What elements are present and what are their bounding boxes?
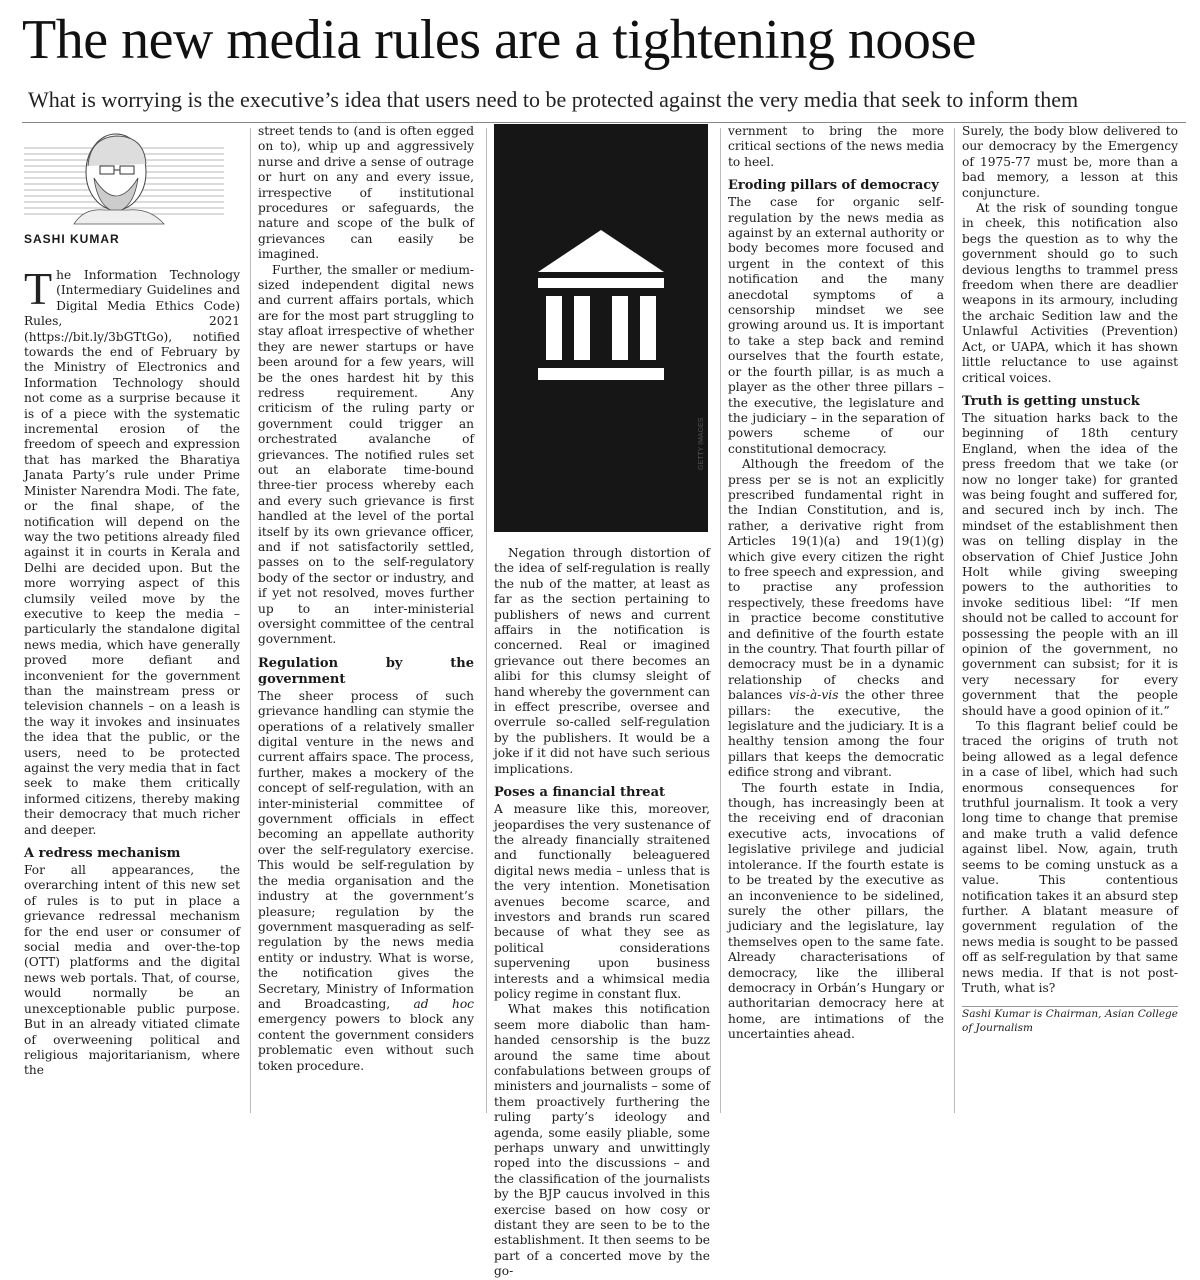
column-rule: [250, 128, 251, 1113]
paragraph: The case for organic self-regulation by the news media as against by an external authority or body becomes more focused and urgent in the context of this notification and the many anecdotal symptoms of a censorship mindset we see growing around us. It is important to take a step back and remind ourselves that the fourth estate, or the fourth pillar, is as much a player as the other three pillars – the executive, the legislature and the judiciary – in the separation of powers scheme of our constitutional democracy.: [728, 195, 944, 456]
paragraph: Further, the smaller or medium-sized independent digital news and current affairs portals, which are for the most part struggling to stay afloat irrespective of whether they are newer startups or have been around for a few years, will be the ones hardest hit by this redress requirement. Any criticism of the ruling party or government could trigger an orchestrated avalanche of grievances. The notified rules set out an elaborate time-bound three-tier process whereby each and every such grievance is first handled at the level of the portal itself by its own grievance officer, and if not satisfactorily settled, passes on to the self-regulatory body of the sector or industry, and if yet not resolved, moves further up to an inter-ministerial oversight committee of the central government.: [258, 262, 474, 647]
author-note: Sashi Kumar is Chairman, Asian College of Journalism: [962, 1008, 1178, 1035]
paragraph: he Information Technology (Intermediary Guidelines and Digital Media Ethics Code) Rules, 2021 (https://bit.ly/3bGTtGo), notified towards the end of February by the Ministry of Electronics and Information Technology should not come as a surprise because it is of a piece with the systematic incremental erosion of the freedom of speech and expression that has marked the Bharatiya Janata Party’s rule under Prime Minister Narendra Modi. The fate, or the final shape, of the notification will depend on the way the two petitions already filed against it in courts in Kerala and Delhi are decided upon. But the more worrying aspect of this clumsily veiled move by the executive to keep the media – particularly the standalone digital news media, which have generally proved more defiant and inconvenient for the government than the mainstream press or television channels – on a leash is the way it invokes and insinuates the idea that the public, or the users, need to be protected against the very media that in fact seek to make them critically informed citizens, thereby making their democracy that much richer and deeper.: [24, 268, 240, 837]
article-column-3: [494, 546, 710, 1279]
article-column-4: [728, 124, 944, 1120]
paragraph: The situation harks back to the beginning of 18th century England, when the idea of the press freedom that we take (or now no longer take) for granted was being fought and suffered for, and secured inch by inch. The mindset of the establishment then was on telling display in the observation of Chief Justice John Holt while giving sweeping powers to the authorities to invoke seditious libel: “If men should not be called to account for possessing the people with an ill opinion of the government, no government can subsist; for it is very necessary for every government that the people should have a good opinion of it.”: [962, 410, 1178, 718]
text-run: The sheer process of such grievance handling can stymie the operations of a relatively smaller digital venture in the news and current affairs space. The process, further, makes a mockery of the concept of self-regulation, with an inter-ministerial committee of government officials in effect becoming an appellate authority over the self-regulatory exercise. This would be self-regulation by the media organisation and the industry at the government’s pleasure; regulation by the government masquerading as self-regulation by the news media entity or industry. What is worse, the notification gives the Secretary, Ministry of Information and Broadcasting,: [258, 688, 474, 1011]
paragraph: Surely, the body blow delivered to our democracy by the Emergency of 1975-77 must be, more than a bad memory, a lesson at this conjuncture.: [962, 124, 1178, 200]
author-byline: SASHI KUMAR: [24, 232, 120, 246]
text-run: the other three pillars: the executive, the legislature and the judiciary. It is a healthy tension among the four pillars that keeps the democratic edifice strong and vibrant.: [728, 688, 945, 780]
paragraph: For all appearances, the overarching intent of this new set of rules is to put in place a grievance redressal mechanism for the end user or consumer of social media and over-the-top (OTT) platforms and the digital news web portals. That, of course, would normally be an unexceptionable public purpose. But in an already vitiated climate of overweening political and religious majoritarianism, where the: [24, 863, 240, 1078]
section-heading: Eroding pillars of democracy: [728, 178, 939, 194]
paragraph: street tends to (and is often egged on to), whip up and aggressively nurse and drive a sense of outrage or hurt on any and every issue, irrespective of institutional procedures or safeguards, the nature and scope of the bulk of grievances can easily be imagined.: [258, 124, 474, 262]
author-portrait: [24, 128, 230, 224]
article-column-5: [962, 124, 1178, 1120]
section-heading: A redress mechanism: [24, 846, 181, 862]
paragraph: A measure like this, moreover, jeopardises the very sustenance of the already financially straitened and functionally beleaguered digital news media – unless that is the very intention. Monetisation avenues become scarce, and investors and brands run scared because of what they see as political considerations supervening upon business interests and a whimsical media policy regime in constant flux.: [494, 802, 710, 1001]
drop-cap: T: [24, 263, 53, 314]
italic-text: vis-à-vis: [788, 688, 839, 703]
section-heading: Truth is getting unstuck: [962, 393, 1140, 409]
subheadline: What is worrying is the executive’s idea that users need to be protected against the very media that seek to inform them: [28, 87, 1079, 112]
divider: [22, 122, 1186, 123]
article-column-2: [258, 124, 474, 1120]
paragraph: The fourth estate in India, though, has increasingly been at the receiving end of draconian executive acts, invocations of legislative privilege and judicial intolerance. If the fourth estate is to be treated by the executive as an inconvenience to be sidelined, surely the other pillars, the judiciary and the legislature, lay themselves open to the same fate. Already characterisations of democracy, like the illiberal democracy in Orbán’s Hungary or authoritarian democracy here at home, are intimations of the uncertainties ahead.: [728, 780, 944, 1042]
article-column-1: [24, 263, 240, 1118]
paragraph: What makes this notification seem more diabolic than ham-handed censorship is the buzz around the same time about confabulations between groups of ministers and journalists – some of them proactively furthering the ruling party’s ideology and agenda, some easily pliable, some perhaps unwary and unwittingly roped into the discussions – and the classification of the journalists by the BJP caucus involved in this exercise based on how cosy or distant they are seen to be to the establishment. It then seems to be part of a concerted move by the go-: [494, 1002, 710, 1279]
photo-credit: GETTY IMAGES: [698, 417, 705, 470]
paragraph: [258, 689, 474, 1074]
pillars-illustration: [494, 124, 708, 532]
paragraph: To this flagrant belief could be traced the origins of truth not being allowed as a legal defence in a case of libel, which had such enormous consequences for truthful journalism. It took a very long time to change that premise and make truth a valid defence against libel. Now, again, truth seems to be coming unstuck as a value. This contentious notification takes it an absurd step further. A blatant measure of government regulation of the news media is sought to be passed off as self-regulation by that same news media. If that is not post-Truth, what is?: [962, 719, 1178, 995]
column-rule: [720, 128, 721, 1113]
paragraph: Negation through distortion of the idea of self-regulation is really the nub of the matter, at least as far as the section pertaining to publishers of news and current affairs in the notification is concerned. Real or imagined grievance out there becomes an alibi for this clumsy sleight of hand whereby the government can in effect prescribe, oversee and overrule so-called self-regulation by the publishers. It would be a joke if it did not have such serious implications.: [494, 546, 710, 776]
text-run: Although the freedom of the press per se is not an explicitly prescribed fundamental right in the Indian Constitution, and is, rather, a derivative right from Articles 19(1)(a) and 19(1)(g) which give every citizen the right to free speech and expression, and to practise any profession respectively, these freedoms have in practice become constitutive and definitive of the fourth estate in the country. That fourth pillar of democracy must be in a dynamic relationship of checks and balances: [728, 457, 944, 703]
section-heading: Poses a financial threat: [494, 785, 666, 801]
text-run: emergency powers to block any content the government considers problematic even without such token procedure.: [258, 1012, 474, 1073]
italic-text: ad hoc: [413, 996, 474, 1011]
column-rule: [486, 128, 487, 1113]
column-rule: [954, 128, 955, 1113]
paragraph: At the risk of sounding tongue in cheek, this notification also begs the question as to why the government should go to such devious lengths to trammel press freedom when there are deadlier weapons in its armoury, including the archaic Sedition law and the Unlawful Activities (Prevention) Act, or UAPA, which it has shown little reluctance to use against critical voices.: [962, 201, 1178, 385]
paragraph: [728, 457, 944, 781]
headline: The new media rules are a tightening noose: [22, 9, 976, 71]
building-icon: [494, 124, 708, 532]
paragraph: vernment to bring the more critical sections of the news media to heel.: [728, 124, 944, 169]
section-heading: Regulation by the government: [258, 655, 474, 687]
